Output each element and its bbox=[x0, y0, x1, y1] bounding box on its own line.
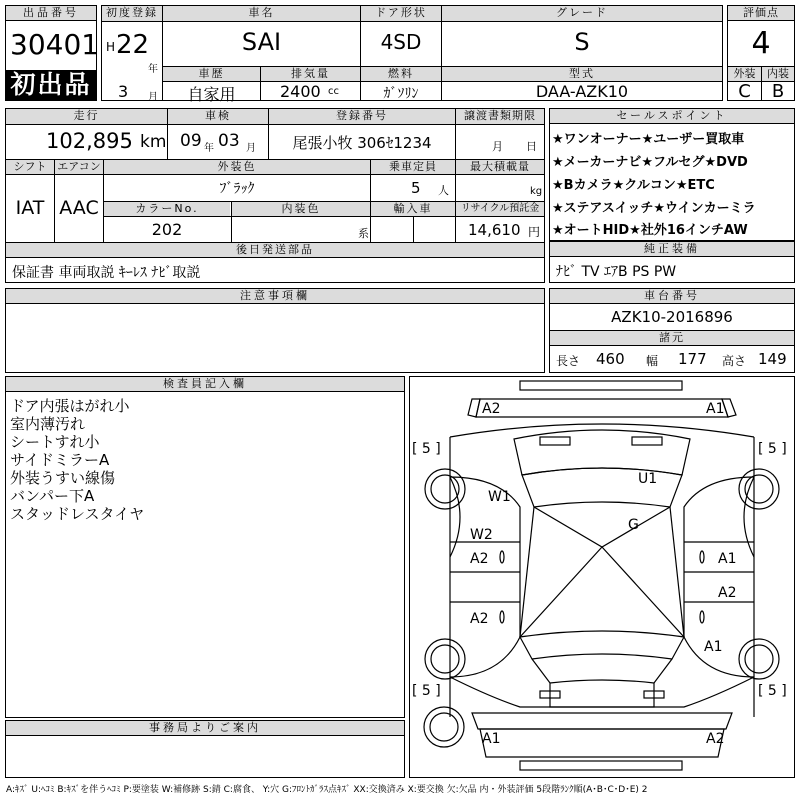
mileage-label: 走行 bbox=[6, 109, 167, 124]
equipment-box bbox=[549, 241, 795, 283]
inspection-label: 車検 bbox=[168, 109, 268, 124]
exterior-score-value: C bbox=[738, 81, 751, 102]
first-reg-era: H bbox=[106, 40, 116, 54]
registration-value: 尾張小牧 306ｾ1234 bbox=[292, 134, 432, 152]
vehicle-header-box bbox=[101, 5, 723, 104]
aircon-value: AAC bbox=[59, 197, 99, 219]
lot-number: 30401 bbox=[10, 28, 100, 61]
inspection-month-unit: 月 bbox=[246, 143, 256, 154]
grade-label: グレード bbox=[442, 6, 722, 21]
damage-diagram-box bbox=[409, 376, 795, 778]
import-label: 輸入車 bbox=[371, 202, 455, 216]
inspector-note: 外装うすい線傷 bbox=[10, 469, 116, 487]
inspector-note: スタッドレスタイヤ bbox=[10, 505, 145, 523]
legend-text: A:ｷｽﾞ U:ﾍｺﾐ B:ｷｽﾞを伴うﾍｺﾐ P:要塗装 W:補修跡 S:錆 C:腐食、 Y:穴 G:ﾌﾛﾝﾄｶﾞﾗｽ点ｷｽﾞ XX:交換済み X:要交換 欠:欠品 内・外装評価 5段階ﾗﾝｸ順(A･B･C･D･E) 2 bbox=[6, 785, 648, 795]
model-type-value: DAA-AZK10 bbox=[535, 82, 629, 101]
first-reg-month-unit: 月 bbox=[148, 92, 158, 103]
height-label: 高さ bbox=[722, 354, 747, 368]
sales-points-label: セールスポイント bbox=[550, 109, 794, 124]
first-reg-label: 初度登録 bbox=[102, 6, 162, 21]
max-load-unit: kg bbox=[530, 186, 543, 197]
inspector-note: 室内薄汚れ bbox=[10, 415, 86, 433]
transfer-day-unit: 日 bbox=[526, 140, 537, 153]
inspection-month: 03 bbox=[218, 131, 240, 151]
displacement-label: 排気量 bbox=[261, 67, 360, 81]
equipment-value: ﾅﾋﾞ TV ｴｱB PS PW bbox=[556, 264, 677, 280]
tire-depth-mark: [ 5 ] bbox=[758, 441, 787, 457]
car-name-label: 車名 bbox=[163, 6, 360, 21]
office-label: 事務局よりご案内 bbox=[6, 721, 404, 736]
first-listing-badge: 初出品 bbox=[6, 70, 96, 100]
exterior-color-value: ﾌﾞﾗｯｸ bbox=[219, 181, 255, 197]
office-box bbox=[5, 720, 405, 778]
damage-mark: A2 bbox=[470, 551, 489, 567]
interior-score-value: B bbox=[771, 81, 785, 102]
later-parts-value: 保証書 車両取説 ｷｰﾚｽ ﾅﾋﾞ取説 bbox=[12, 265, 201, 281]
damage-mark: G bbox=[628, 517, 639, 533]
fuel-value: ｶﾞｿﾘﾝ bbox=[383, 86, 419, 102]
transfer-label: 譲渡書類期限 bbox=[456, 109, 544, 124]
damage-mark: A1 bbox=[704, 639, 723, 655]
chassis-value: AZK10-2016896 bbox=[611, 308, 733, 326]
inspector-label: 検査員記入欄 bbox=[6, 377, 404, 392]
dims-label: 諸元 bbox=[550, 331, 794, 345]
history-value: 自家用 bbox=[187, 85, 236, 104]
first-reg-year: 22 bbox=[116, 30, 150, 60]
sales-point-line: ★オートHID★社外16インチAW bbox=[552, 223, 748, 238]
later-parts-label: 後日発送部品 bbox=[6, 243, 544, 257]
door-value: 4SD bbox=[380, 30, 422, 54]
tire-depth-mark: [ 5 ] bbox=[758, 683, 787, 699]
shift-label: シフト bbox=[6, 160, 54, 174]
mileage-unit: km bbox=[140, 132, 167, 152]
displacement-unit: cc bbox=[328, 86, 339, 97]
history-label: 車歴 bbox=[163, 67, 260, 81]
exterior-color-label: 外装色 bbox=[104, 160, 370, 174]
damage-mark: A1 bbox=[718, 551, 737, 567]
first-reg-year-unit: 年 bbox=[148, 64, 158, 75]
damage-mark: A1 bbox=[706, 401, 725, 417]
length-label: 長さ bbox=[556, 354, 581, 368]
inspector-note: サイドミラーA bbox=[10, 451, 110, 469]
color-no-value: 202 bbox=[151, 220, 183, 239]
interior-color-label: 内装色 bbox=[232, 202, 370, 216]
lot-box bbox=[5, 5, 100, 101]
sales-points-box bbox=[549, 108, 795, 241]
car-outline-diagram bbox=[410, 377, 794, 777]
car-name-value: SAI bbox=[241, 28, 282, 56]
width-label: 幅 bbox=[646, 354, 659, 368]
damage-mark: W1 bbox=[488, 489, 511, 505]
lot-label: 出品番号 bbox=[6, 6, 96, 21]
color-no-label: カラーNo. bbox=[104, 202, 230, 216]
inspector-note: バンパー下A bbox=[10, 487, 95, 505]
max-load-label: 最大積載量 bbox=[456, 160, 544, 174]
exterior-score-label: 外装 bbox=[728, 67, 761, 81]
damage-mark: A2 bbox=[706, 731, 725, 747]
damage-mark: W2 bbox=[470, 527, 493, 543]
length-value: 460 bbox=[596, 350, 625, 368]
chassis-label: 車台番号 bbox=[550, 289, 794, 304]
grade-value: S bbox=[574, 28, 590, 56]
sales-point-line: ★ワンオーナー★ユーザー買取車 bbox=[552, 132, 745, 147]
capacity-unit: 人 bbox=[438, 184, 449, 197]
recycle-value: 14,610 bbox=[468, 221, 521, 239]
inspection-year-unit: 年 bbox=[204, 143, 214, 154]
details-box bbox=[5, 108, 545, 283]
sales-point-line: ★ステアスイッチ★ウインカーミラ bbox=[552, 201, 756, 216]
sales-point-line: ★Bカメラ★クルコン★ETC bbox=[552, 178, 715, 193]
inspector-box bbox=[5, 376, 405, 718]
score-value: 4 bbox=[751, 26, 771, 61]
damage-mark: A2 bbox=[470, 611, 489, 627]
displacement-value: 2400 bbox=[280, 82, 321, 101]
capacity-value: 5 bbox=[411, 179, 421, 197]
score-label: 評価点 bbox=[728, 6, 794, 21]
inspector-note: ドア内張はがれ小 bbox=[10, 397, 130, 415]
registration-label: 登録番号 bbox=[269, 109, 455, 124]
first-reg-month: 3 bbox=[118, 82, 129, 101]
interior-color-unit: 系 bbox=[358, 227, 369, 240]
inspection-year: 09 bbox=[180, 131, 202, 151]
notes-box bbox=[5, 288, 545, 373]
width-value: 177 bbox=[678, 350, 707, 368]
equipment-label: 純正装備 bbox=[550, 242, 794, 257]
recycle-label: リサイクル預託金 bbox=[456, 202, 544, 216]
capacity-label: 乗車定員 bbox=[371, 160, 455, 174]
transfer-month-unit: 月 bbox=[492, 140, 503, 153]
interior-score-label: 内装 bbox=[762, 67, 794, 81]
damage-mark: A2 bbox=[482, 401, 501, 417]
fuel-label: 燃料 bbox=[361, 67, 441, 81]
chassis-box bbox=[549, 288, 795, 373]
damage-mark: A2 bbox=[718, 585, 737, 601]
mileage-value: 102,895 bbox=[46, 129, 133, 153]
tire-depth-mark: [ 5 ] bbox=[412, 441, 441, 457]
score-box bbox=[727, 5, 795, 101]
inspector-note: シートすれ小 bbox=[10, 433, 100, 451]
notes-label: 注意事項欄 bbox=[6, 289, 544, 304]
shift-value: IAT bbox=[15, 197, 45, 219]
model-type-label: 型式 bbox=[442, 67, 722, 81]
tire-depth-mark: [ 5 ] bbox=[412, 683, 441, 699]
sales-point-line: ★メーカーナビ★フルセグ★DVD bbox=[552, 155, 748, 170]
damage-mark: U1 bbox=[638, 471, 658, 487]
damage-mark: A1 bbox=[482, 731, 501, 747]
height-value: 149 bbox=[758, 350, 787, 368]
recycle-unit: 円 bbox=[528, 225, 541, 239]
aircon-label: エアコン bbox=[55, 160, 103, 174]
door-label: ドア形状 bbox=[361, 6, 441, 21]
